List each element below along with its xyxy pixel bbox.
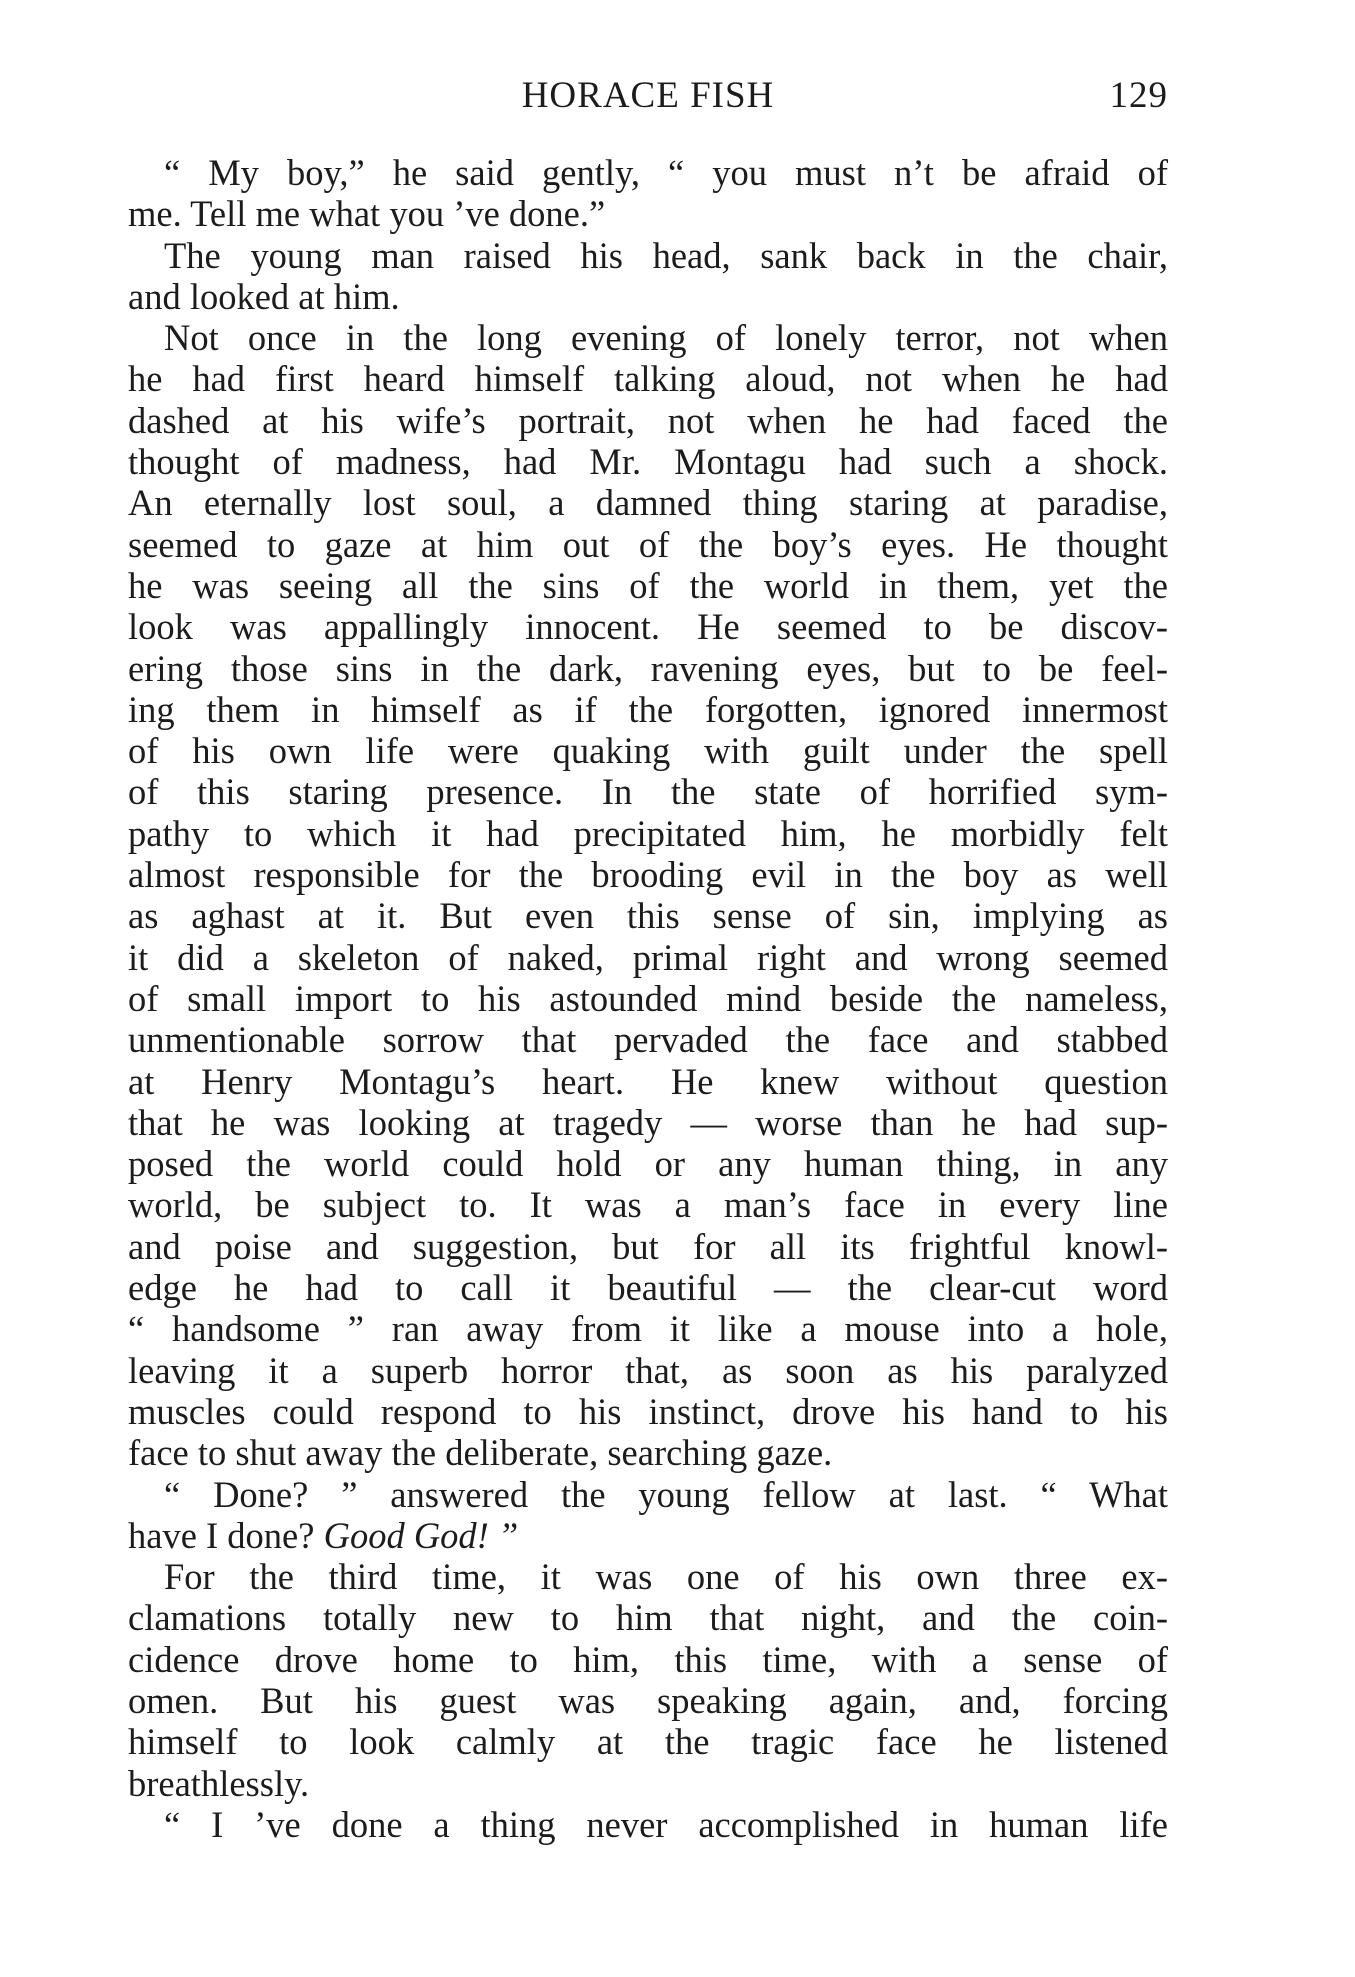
- text-line-content: it did a skeleton of naked, primal right and wrong seemed: [128, 936, 1168, 978]
- text-line-content: he had first heard himself talking aloud, not when he had: [128, 358, 1168, 400]
- text-line: [128, 1597, 1168, 1638]
- text-line: [128, 400, 1168, 441]
- text-line: [128, 1061, 1168, 1102]
- text-line: [128, 235, 1168, 276]
- text-line: [128, 1350, 1168, 1391]
- text-line-content: face to shut away the deliberate, searching gaze.: [128, 1432, 833, 1474]
- text-line-content: of small import to his astounded mind beside the nameless,: [128, 977, 1168, 1019]
- text-line: [128, 193, 1168, 234]
- text-line: [128, 895, 1168, 936]
- text-line-content: For the third time, it was one of his own three ex-: [164, 1556, 1168, 1598]
- text-line: [128, 978, 1168, 1019]
- text-line: [128, 482, 1168, 523]
- text-line: [128, 1680, 1168, 1721]
- text-line-content: The young man raised his head, sank back in the chair,: [164, 234, 1168, 276]
- text-line: [128, 606, 1168, 647]
- text-line: [128, 152, 1168, 193]
- text-line-content: clamations totally new to him that night, and the coin-: [128, 1597, 1168, 1639]
- text-line: [128, 565, 1168, 606]
- text-line-content: seemed to gaze at him out of the boy’s eyes. He thought: [128, 523, 1168, 565]
- text-line-content: “ Done? ” answered the young fellow at last. “ What: [164, 1473, 1168, 1515]
- text-line: [128, 441, 1168, 482]
- text-line: [128, 937, 1168, 978]
- page-number: 129: [1109, 75, 1168, 116]
- text-line-content: and looked at him.: [128, 275, 400, 317]
- text-line-content: An eternally lost soul, a damned thing staring at paradise,: [128, 482, 1168, 524]
- text-line-content: world, be subject to. It was a man’s face in every line: [128, 1184, 1168, 1226]
- text-line: [128, 1308, 1168, 1349]
- text-line: [128, 1515, 1168, 1556]
- running-head: [128, 74, 1168, 124]
- text-line-content: edge he had to call it beautiful — the clear-cut word: [128, 1267, 1168, 1309]
- text-line: [128, 1432, 1168, 1473]
- text-line-content: almost responsible for the brooding evil in the boy as well: [128, 854, 1168, 896]
- text-line: [128, 1763, 1168, 1804]
- text-line: [128, 1143, 1168, 1184]
- text-line: [128, 771, 1168, 812]
- text-line: [128, 648, 1168, 689]
- text-line: [128, 1184, 1168, 1225]
- text-line-content: as aghast at it. But even this sense of sin, implying as: [128, 895, 1168, 937]
- text-line: [128, 524, 1168, 565]
- text-line: [128, 1474, 1168, 1515]
- text-line: [128, 317, 1168, 358]
- text-line-content: ing them in himself as if the forgotten, ignored innermost: [128, 688, 1168, 730]
- text-line-content: “ handsome ” ran away from it like a mouse into a hole,: [128, 1308, 1168, 1350]
- text-line: [128, 276, 1168, 317]
- text-line-content: look was appallingly innocent. He seemed to be discov-: [128, 606, 1168, 648]
- text-line: [128, 854, 1168, 895]
- text-line: [128, 1804, 1168, 1845]
- text-line: [128, 358, 1168, 399]
- text-line: [128, 1556, 1168, 1597]
- text-line: [128, 1019, 1168, 1060]
- text-line-content: breathlessly.: [128, 1762, 310, 1804]
- text-line: [128, 1639, 1168, 1680]
- text-line-content: thought of madness, had Mr. Montagu had such a shock.: [128, 441, 1168, 483]
- text-line: [128, 1102, 1168, 1143]
- text-line-content: pathy to which it had precipitated him, he morbidly felt: [128, 812, 1168, 854]
- text-line-content: me. Tell me what you ’ve done.”: [128, 193, 606, 235]
- text-line-content: dashed at his wife’s portrait, not when he had faced the: [128, 399, 1168, 441]
- text-line-content: “ I ’ve done a thing never accomplished in human life: [164, 1803, 1168, 1845]
- text-line-content: himself to look calmly at the tragic face he listened: [128, 1721, 1168, 1763]
- text-line: [128, 1391, 1168, 1432]
- text-line-content: muscles could respond to his instinct, drove his hand to his: [128, 1390, 1168, 1432]
- text-line: [128, 1267, 1168, 1308]
- italic-phrase: Good God! ”: [323, 1514, 519, 1556]
- body-text: [128, 152, 1168, 1845]
- text-line-content: have I done?: [128, 1514, 324, 1556]
- text-line-content: of his own life were quaking with guilt under the spell: [128, 730, 1168, 772]
- text-line-content: at Henry Montagu’s heart. He knew without question: [128, 1060, 1168, 1102]
- text-line: [128, 1721, 1168, 1762]
- text-line-content: omen. But his guest was speaking again, and, forcing: [128, 1679, 1168, 1721]
- text-line: [128, 689, 1168, 730]
- text-line-content: that he was looking at tragedy — worse than he had sup-: [128, 1101, 1168, 1143]
- text-line-content: and poise and suggestion, but for all its frightful knowl-: [128, 1225, 1168, 1267]
- text-line: [128, 813, 1168, 854]
- text-line-content: unmentionable sorrow that pervaded the face and stabbed: [128, 1019, 1168, 1061]
- text-line-content: ering those sins in the dark, ravening eyes, but to be feel-: [128, 647, 1168, 689]
- text-line: [128, 1226, 1168, 1267]
- text-line-content: cidence drove home to him, this time, with a sense of: [128, 1638, 1168, 1680]
- running-title: HORACE FISH: [521, 75, 775, 116]
- text-line-content: of this staring presence. In the state of horrified sym-: [128, 771, 1168, 813]
- text-line-content: “ My boy,” he said gently, “ you must n’t be afraid of: [164, 152, 1168, 193]
- text-line-content: leaving it a superb horror that, as soon as his paralyzed: [128, 1349, 1168, 1391]
- text-line-content: Not once in the long evening of lonely terror, not when: [164, 317, 1168, 359]
- text-line-content: he was seeing all the sins of the world in them, yet the: [128, 564, 1168, 606]
- text-line-content: posed the world could hold or any human thing, in any: [128, 1143, 1168, 1185]
- text-line: [128, 730, 1168, 771]
